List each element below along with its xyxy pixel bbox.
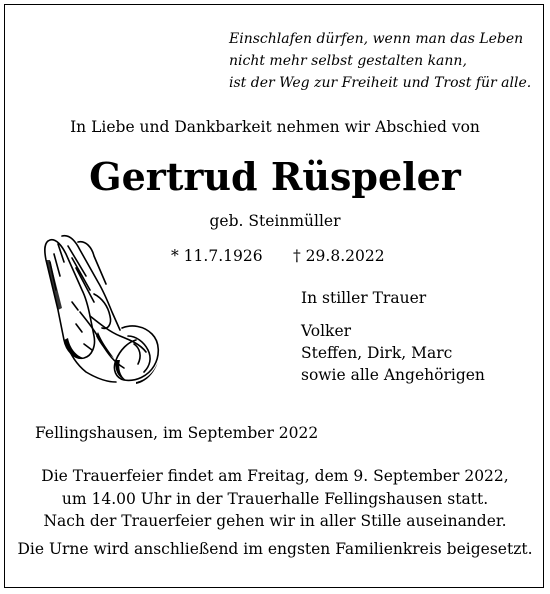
mourners-block xyxy=(301,287,485,386)
intro-text: In Liebe und Dankbarkeit nehmen wir Abschied von xyxy=(70,118,480,136)
notice-line: Die Trauerfeier findet am Freitag, dem 9. September 2022, xyxy=(41,467,509,485)
praying-hands-icon xyxy=(36,232,164,392)
deceased-name: Gertrud Rüspeler xyxy=(89,154,461,199)
funeral-notice xyxy=(0,465,550,560)
poem-line: Einschlafen dürfen, wenn man das Leben xyxy=(229,31,524,47)
notice-line: um 14.00 Uhr in der Trauerhalle Fellingshausen statt. xyxy=(61,489,489,508)
poem-line: ist der Weg zur Freiheit und Trost für alle. xyxy=(229,75,532,91)
mourners-heading: In stiller Trauer xyxy=(301,289,427,307)
maiden-name: geb. Steinmüller xyxy=(209,212,341,230)
mourner-name: Steffen, Dirk, Marc xyxy=(301,344,453,362)
birth-date: * 11.7.1926 xyxy=(171,247,263,265)
notice-line: Die Urne wird anschließend im engsten Familienkreis beigesetzt. xyxy=(17,539,533,558)
mourner-name: Volker xyxy=(301,322,352,340)
place-date: Fellingshausen, im September 2022 xyxy=(35,424,319,442)
mourner-name: sowie alle Angehörigen xyxy=(301,366,485,384)
poem xyxy=(229,28,531,94)
notice-line: Nach der Trauerfeier gehen wir in aller Stille auseinander. xyxy=(43,512,507,530)
death-date: † 29.8.2022 xyxy=(293,247,385,265)
poem-line: nicht mehr selbst gestalten kann, xyxy=(229,53,467,69)
